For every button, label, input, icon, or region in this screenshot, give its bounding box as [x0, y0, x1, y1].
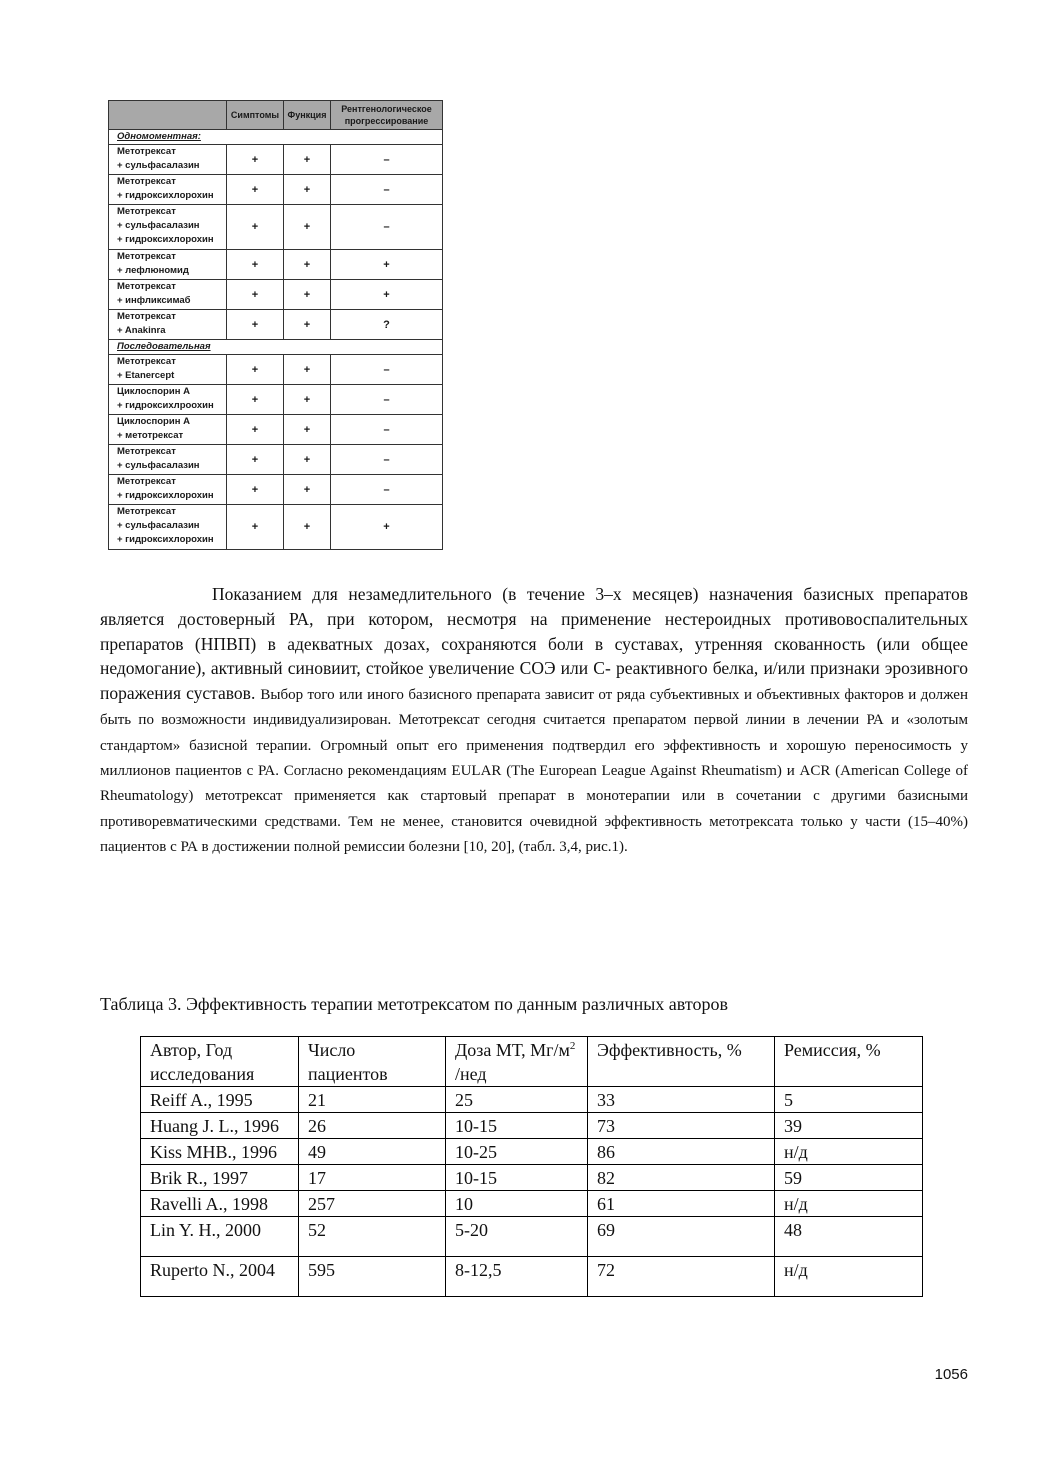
combo-drug-cell — [109, 445, 227, 475]
table3-cell-remission: н/д — [775, 1139, 923, 1165]
table3-cell-remission: 5 — [775, 1087, 923, 1113]
combo-drug-cell — [109, 310, 227, 340]
combo-row — [109, 250, 443, 280]
combo-row — [109, 415, 443, 445]
table3-row — [141, 1087, 923, 1113]
combo-symptoms-mark: + — [227, 145, 284, 175]
table3-cell-remission: 48 — [775, 1217, 923, 1257]
combo-drug-line: + гидроксихлорохин — [117, 190, 214, 201]
header-patients: Число пациентов — [299, 1037, 446, 1087]
header-author: Автор, Год исследования — [141, 1037, 299, 1087]
combo-drug-line: Метотрексат — [117, 311, 176, 322]
combo-drug-line: Метотрексат — [117, 281, 176, 292]
header-dose-superscript: 2 — [569, 1040, 576, 1052]
table3-cell-dose: 8-12,5 — [446, 1257, 588, 1297]
table3-row — [141, 1217, 923, 1257]
combo-function-mark: + — [284, 145, 331, 175]
combo-symptoms-mark: + — [227, 205, 284, 250]
table3-cell-author: Reiff A., 1995 — [141, 1087, 299, 1113]
combo-xray-mark: – — [331, 355, 443, 385]
combo-drug-line: + инфликсимаб — [117, 295, 191, 306]
combo-row — [109, 445, 443, 475]
table3-cell-author: Ravelli A., 1998 — [141, 1191, 299, 1217]
header-dose — [446, 1037, 588, 1087]
table3-cell-patients: 17 — [299, 1165, 446, 1191]
table3-cell-efficacy: 86 — [588, 1139, 775, 1165]
combo-drug-cell — [109, 475, 227, 505]
table3-cell-dose: 10-15 — [446, 1165, 588, 1191]
combo-xray-mark: – — [331, 205, 443, 250]
combo-symptoms-mark: + — [227, 505, 284, 550]
combo-xray-mark: ? — [331, 310, 443, 340]
table3-cell-efficacy: 61 — [588, 1191, 775, 1217]
combo-drug-line: Циклоспорин А — [117, 416, 190, 427]
combo-symptoms-mark: + — [227, 415, 284, 445]
combo-header-function: Функция — [284, 101, 331, 130]
combo-symptoms-mark: + — [227, 355, 284, 385]
table3-cell-patients: 21 — [299, 1087, 446, 1113]
table3-cell-patients: 52 — [299, 1217, 446, 1257]
table3-cell-efficacy: 82 — [588, 1165, 775, 1191]
combo-function-mark: + — [284, 415, 331, 445]
table3-cell-author: Huang J. L., 1996 — [141, 1113, 299, 1139]
combo-row — [109, 145, 443, 175]
methotrexate-efficacy-table — [140, 1036, 923, 1297]
table3-row — [141, 1165, 923, 1191]
header-dose-main: Доза МТ, Мг/м — [455, 1040, 570, 1060]
combo-function-mark: + — [284, 355, 331, 385]
combo-symptoms-mark: + — [227, 445, 284, 475]
combo-drug-line: Циклоспорин А — [117, 386, 190, 397]
table3-cell-remission: 59 — [775, 1165, 923, 1191]
combo-group-row — [109, 340, 443, 355]
body-paragraph — [100, 582, 968, 858]
table3-cell-efficacy: 72 — [588, 1257, 775, 1297]
table3-cell-author: Brik R., 1997 — [141, 1165, 299, 1191]
combo-drug-cell — [109, 355, 227, 385]
combo-xray-mark: + — [331, 250, 443, 280]
table3-row — [141, 1257, 923, 1297]
combo-drug-line: Метотрексат — [117, 176, 176, 187]
combo-drug-cell — [109, 415, 227, 445]
table3-cell-dose: 10 — [446, 1191, 588, 1217]
combo-symptoms-mark: + — [227, 385, 284, 415]
table3-header-row — [141, 1037, 923, 1087]
combo-drug-cell — [109, 205, 227, 250]
combo-table-body — [109, 130, 443, 550]
combo-drug-line: Метотрексат — [117, 476, 176, 487]
table3-cell-efficacy: 69 — [588, 1217, 775, 1257]
combo-xray-mark: – — [331, 175, 443, 205]
combo-function-mark: + — [284, 475, 331, 505]
combo-xray-mark: – — [331, 145, 443, 175]
table3-cell-dose: 10-25 — [446, 1139, 588, 1165]
combo-drug-line: Метотрексат — [117, 251, 176, 262]
combo-group-label: Последовательная — [109, 340, 443, 355]
table3-cell-author: Ruperto N., 2004 — [141, 1257, 299, 1297]
combo-drug-line: + метотрексат — [117, 430, 184, 441]
combo-drug-cell — [109, 175, 227, 205]
combo-function-mark: + — [284, 385, 331, 415]
table3-row — [141, 1191, 923, 1217]
combo-drug-line: Метотрексат — [117, 146, 176, 157]
table3-cell-efficacy: 33 — [588, 1087, 775, 1113]
combo-row — [109, 205, 443, 250]
table3-cell-efficacy: 73 — [588, 1113, 775, 1139]
paragraph-part-large: Показанием для незамедлительного (в течение 3–х месяцев) назначения базисных препаратов является достоверный РА, при котором, несмотря на применение нестероидных противовоспалительных препаратов (НПВП) в адекватных дозах, сохраняются боли в суставах, утренняя скованность (или общее недомогание), активный синовиит, стойкое увеличение СОЭ или С- реактивного белка, и/или признаки эрозивного поражения суставов. — [100, 584, 968, 704]
page-number: 1056 — [934, 1366, 968, 1383]
combo-drug-cell — [109, 505, 227, 550]
combo-function-mark: + — [284, 445, 331, 475]
combo-drug-line: + сульфасалазин — [117, 520, 200, 531]
header-remission: Ремиссия, % — [775, 1037, 923, 1087]
combo-drug-cell — [109, 280, 227, 310]
table3-row — [141, 1139, 923, 1165]
table3-row — [141, 1113, 923, 1139]
combo-row — [109, 355, 443, 385]
table3-cell-patients: 26 — [299, 1113, 446, 1139]
table3-cell-dose: 5-20 — [446, 1217, 588, 1257]
table3-cell-author: Kiss MHB., 1996 — [141, 1139, 299, 1165]
combo-drug-line: + гидроксихлорохин — [117, 534, 214, 545]
combo-header-blank — [109, 101, 227, 130]
table3-cell-patients: 257 — [299, 1191, 446, 1217]
combo-drug-line: Метотрексат — [117, 206, 176, 217]
combo-symptoms-mark: + — [227, 310, 284, 340]
combo-row — [109, 385, 443, 415]
combo-function-mark: + — [284, 175, 331, 205]
combo-drug-line: + Etanercept — [117, 370, 175, 381]
combo-xray-mark: – — [331, 475, 443, 505]
combo-xray-mark: – — [331, 415, 443, 445]
combo-drug-cell — [109, 250, 227, 280]
combo-row — [109, 175, 443, 205]
table3-body — [141, 1087, 923, 1297]
combo-function-mark: + — [284, 250, 331, 280]
table3-cell-patients: 49 — [299, 1139, 446, 1165]
table3-cell-dose: 10-15 — [446, 1113, 588, 1139]
table3-cell-dose: 25 — [446, 1087, 588, 1113]
table3-cell-patients: 595 — [299, 1257, 446, 1297]
table3-cell-remission: 39 — [775, 1113, 923, 1139]
combo-row — [109, 280, 443, 310]
combo-group-label: Одномоментная: — [109, 130, 443, 145]
combo-symptoms-mark: + — [227, 280, 284, 310]
paragraph-part-small: Выбор того или иного базисного препарата зависит от ряда субъективных и объективных факторов и должен быть по возможности индивидуализирован. Метотрексат сегодня считается препаратом первой линии в лечении РА и «золотым стандартом» базисной терапии. Огромный опыт его применения подтвердил его эффективность и хорошую переносимость у миллионов пациентов с РА. Согласно рекомендациям EULAR (The European League Against Rheumatism) и ACR (American College of Rheumatology) метотрексат применяется как стартовый препарат в монотерапии или в сочетании с другими базисными противоревматическими средствами. Тем не менее, становится очевидной эффективность метотрексата только у части (15–40%) пациентов с РА в достижении полной ремиссии болезни [10, 20], (табл. 3,4, рис.1). — [100, 687, 968, 855]
combo-row — [109, 475, 443, 505]
combo-function-mark: + — [284, 205, 331, 250]
combo-drug-line: + сульфасалазин — [117, 160, 200, 171]
combo-drug-line: + сульфасалазин — [117, 220, 200, 231]
combo-drug-line: Метотрексат — [117, 446, 176, 457]
combo-xray-mark: + — [331, 280, 443, 310]
combination-therapy-table — [108, 100, 443, 550]
combo-symptoms-mark: + — [227, 475, 284, 505]
header-dose-tail: /нед — [455, 1064, 487, 1084]
combo-row — [109, 310, 443, 340]
table3-cell-remission: н/д — [775, 1257, 923, 1297]
combo-header-xray: Рентгенологическое прогрессирование — [331, 101, 443, 130]
combo-drug-line: Метотрексат — [117, 356, 176, 367]
combo-table-header-row — [109, 101, 443, 130]
combo-drug-line: + гидроксихлроохин — [117, 400, 214, 411]
combo-drug-line: + гидроксихлорохин — [117, 234, 214, 245]
combo-drug-line: + лефлюномид — [117, 265, 189, 276]
combo-header-symptoms: Симптомы — [227, 101, 284, 130]
combo-drug-line: + гидроксихлорохин — [117, 490, 214, 501]
combo-symptoms-mark: + — [227, 250, 284, 280]
combo-xray-mark: + — [331, 505, 443, 550]
combo-drug-cell — [109, 145, 227, 175]
combo-drug-cell — [109, 385, 227, 415]
table3-cell-author: Lin Y. H., 2000 — [141, 1217, 299, 1257]
combo-drug-line: + сульфасалазин — [117, 460, 200, 471]
combo-group-row — [109, 130, 443, 145]
combo-xray-mark: – — [331, 445, 443, 475]
combo-function-mark: + — [284, 280, 331, 310]
table3-cell-remission: н/д — [775, 1191, 923, 1217]
combo-function-mark: + — [284, 505, 331, 550]
combo-drug-line: Метотрексат — [117, 506, 176, 517]
header-efficacy: Эффективность, % — [588, 1037, 775, 1087]
combo-row — [109, 505, 443, 550]
combo-symptoms-mark: + — [227, 175, 284, 205]
table3-caption: Таблица 3. Эффективность терапии метотрексатом по данным различных авторов — [100, 994, 728, 1014]
combo-drug-line: + Anakinra — [117, 325, 166, 336]
combo-function-mark: + — [284, 310, 331, 340]
combo-xray-mark: – — [331, 385, 443, 415]
